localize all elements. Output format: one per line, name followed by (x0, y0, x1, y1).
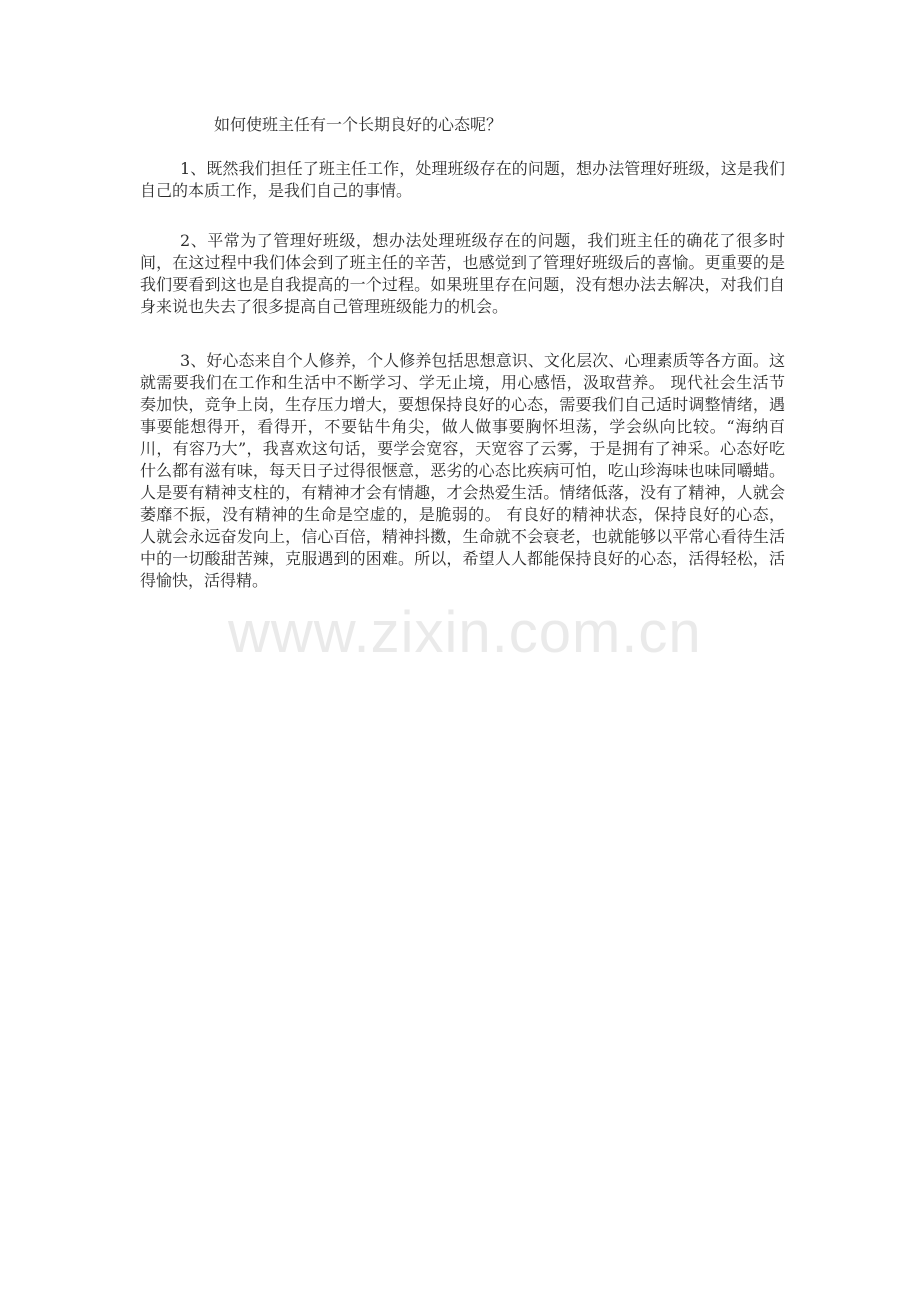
watermark: www.zixin.com.cn (228, 600, 702, 665)
paragraph-3: 3、好心态来自个人修养，个人修养包括思想意识、文化层次、心理素质等各方面。这就需要我们在工作和生活中不断学习、学无止境，用心感悟，汲取营养。 现代社会生活节奏加快，竞争上岗，生存压力增大，要想保持良好的心态，需要我们自己适时调整情绪，遇事要能想得开，看得开，不要钻牛角尖，做人做事要胸怀坦荡，学会纵向比较。“海纳百川，有容乃大”，我喜欢这句话，要学会宽容，天宽容了云雾，于是拥有了神采。心态好吃什么都有滋有味，每天日子过得很惬意，恶劣的心态比疾病可怕，吃山珍海味也味同嚼蜡。 人是要有精神支柱的，有精神才会有情趣，才会热爱生活。情绪低落，没有了精神，人就会萎靡不振，没有精神的生命是空虚的，是脆弱的。 有良好的精神状态，保持良好的心态，人就会永远奋发向上，信心百倍，精神抖擞，生命就不会衰老，也就能够以平常心看待生活中的一切酸甜苦辣，克服遇到的困难。所以，希望人人都能保持良好的心态，活得轻松，活得愉快，活得精。 (140, 351, 785, 590)
paragraph-2: 2、平常为了管理好班级，想办法处理班级存在的问题，我们班主任的确花了很多时间，在这过程中我们体会到了班主任的辛苦，也感觉到了管理好班级后的喜愉。更重要的是我们要看到这也是自我提高的一个过程。如果班里存在问题，没有想办法去解决，对我们自身来说也失去了很多提高自己管理班级能力的机会。 (140, 231, 785, 316)
paragraph-1: 1、既然我们担任了班主任工作，处理班级存在的问题，想办法管理好班级，这是我们自己的本质工作，是我们自己的事情。 (140, 159, 785, 200)
document-title: 如何使班主任有一个长期良好的心态呢？ (214, 115, 503, 134)
